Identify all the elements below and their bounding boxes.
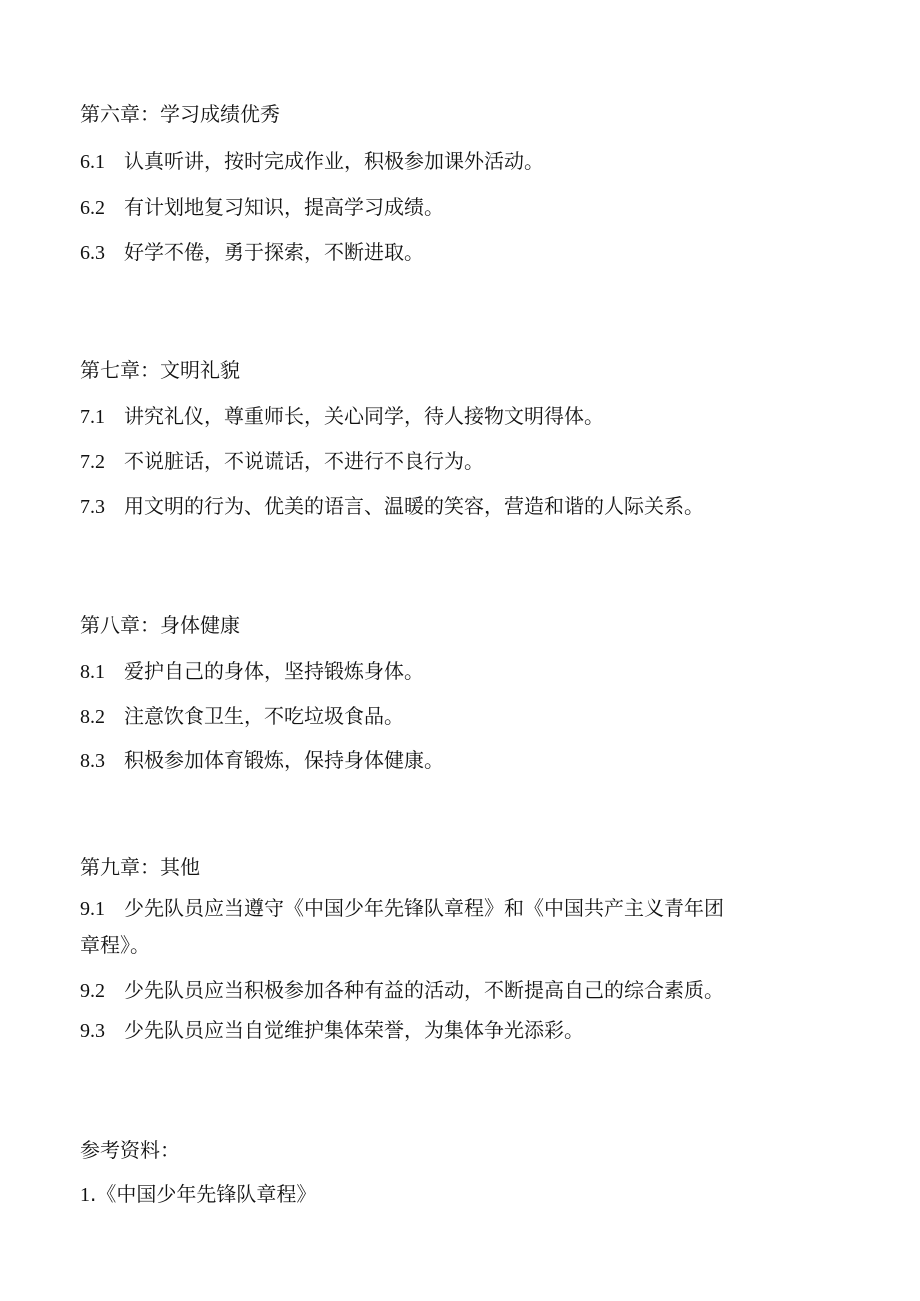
- item-text: 少先队员应当遵守《中国少年先锋队章程》和《中国共产主义青年团: [124, 896, 724, 920]
- list-item: [80, 193, 444, 222]
- item-number: 6.2: [80, 197, 105, 219]
- item-number: 9.2: [80, 980, 105, 1002]
- item-text: 注意饮食卫生，不吃垃圾食品。: [124, 704, 404, 728]
- list-item-continuation: 章程》。: [80, 933, 150, 957]
- list-item: [80, 657, 424, 686]
- item-number: 7.2: [80, 451, 105, 473]
- item-text: 少先队员应当积极参加各种有益的活动，不断提高自己的综合素质。: [124, 978, 724, 1002]
- list-item: [80, 447, 484, 476]
- item-number: 9.3: [80, 1020, 105, 1042]
- list-item: [80, 976, 724, 1005]
- item-text: 爱护自己的身体，坚持锻炼身体。: [124, 659, 424, 683]
- item-number: 9.1: [80, 898, 105, 920]
- list-item: [80, 147, 544, 176]
- list-item: [80, 894, 724, 923]
- references-title: 参考资料：: [80, 1138, 180, 1162]
- item-number: 8.2: [80, 706, 105, 728]
- item-text: 好学不倦，勇于探索，不断进取。: [124, 240, 424, 264]
- list-item: [80, 1016, 584, 1045]
- chapter-title: 第六章：学习成绩优秀: [80, 102, 280, 126]
- item-text: 有计划地复习知识，提高学习成绩。: [124, 195, 444, 219]
- reference-number: 1: [80, 1184, 90, 1206]
- item-number: 6.1: [80, 151, 105, 173]
- item-text: 用文明的行为、优美的语言、温暖的笑容，营造和谐的人际关系。: [124, 494, 704, 518]
- reference-text: .《中国少年先锋队章程》: [90, 1182, 317, 1206]
- item-text: 不说脏话，不说谎话，不进行不良行为。: [124, 449, 484, 473]
- chapter-title: 第七章：文明礼貌: [80, 358, 240, 382]
- item-text: 认真听讲，按时完成作业，积极参加课外活动。: [124, 149, 544, 173]
- item-number: 8.1: [80, 661, 105, 683]
- item-text: 少先队员应当自觉维护集体荣誉，为集体争光添彩。: [124, 1018, 584, 1042]
- reference-item: [80, 1180, 316, 1209]
- item-number: 7.3: [80, 496, 105, 518]
- item-number: 6.3: [80, 242, 105, 264]
- list-item: [80, 402, 604, 431]
- list-item: [80, 238, 424, 267]
- item-number: 7.1: [80, 406, 105, 428]
- list-item: [80, 746, 444, 775]
- chapter-title: 第九章：其他: [80, 855, 200, 879]
- item-number: 8.3: [80, 750, 105, 772]
- list-item: [80, 702, 404, 731]
- list-item: [80, 492, 704, 521]
- chapter-title: 第八章：身体健康: [80, 613, 240, 637]
- item-text: 积极参加体育锻炼，保持身体健康。: [124, 748, 444, 772]
- item-text: 讲究礼仪，尊重师长，关心同学，待人接物文明得体。: [124, 404, 604, 428]
